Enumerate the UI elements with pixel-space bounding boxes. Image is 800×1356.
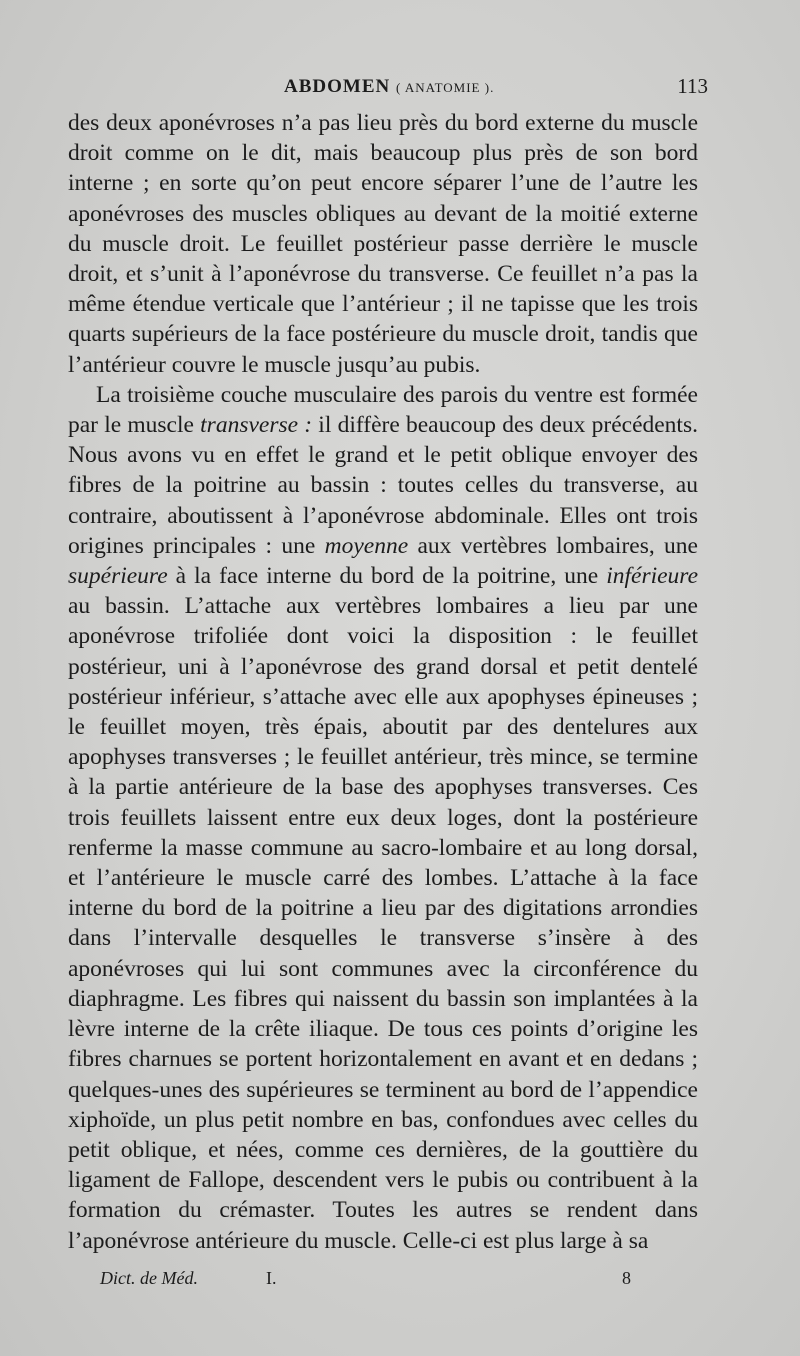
running-title-subtitle: ( ANATOMIE ). — [395, 80, 495, 95]
signature-volume: I. — [266, 1268, 277, 1288]
paragraph — [68, 108, 698, 380]
running-title — [284, 76, 494, 98]
text-run: La troisième couche musculaire des parois du ventre est formée par le muscle — [68, 381, 698, 439]
signature-number: 8 — [622, 1268, 631, 1288]
text-run: à la face interne du bord de la poitrine, une — [167, 563, 607, 590]
paragraph — [68, 380, 698, 1256]
text-run: aux vertèbres lombaires, une — [408, 532, 698, 559]
page-footer — [100, 1268, 660, 1292]
italic-term: moyenne — [324, 532, 409, 559]
page-number: 113 — [677, 74, 708, 98]
text-run: des deux aponévroses n’a pas lieu près du bord externe du muscle droit comme on le dit, mais beaucoup plus près de son bord interne ; en sorte qu’on peut encore séparer l’une de l’autre les aponévroses des muscles obliques au devant de la moitié externe du muscle droit. Le feuillet postérieur passe derrière le muscle droit, et s’unit à l’aponévrose du transverse. Ce feuillet n’a pas la même étendue verticale que l’antérieur ; il ne tapisse que les trois quarts supérieurs de la face postérieure du muscle droit, tandis que l’antérieur couvre le muscle jusqu’au pubis. — [68, 110, 698, 378]
text-run: au bassin. L’attache aux vertèbres lombaires a lieu par une aponévrose trifoliée dont voici la disposition : le feuillet postérieur, uni à l’aponévrose des grand dorsal et petit dentelé postérieur inférieur, s’attache avec elle aux apophyses épineuses ; le feuillet moyen, très épais, aboutit par des dentelures aux apophyses transverses ; le feuillet antérieur, très mince, se termine à la partie antérieure de la base des apophyses transverses. Ces trois feuillets laissent entre eux deux loges, dont la postérieure renferme la masse commune au sacro-lombaire et au long dorsal, et l’antérieure le muscle carré des lombes. L’attache à la face interne du bord de la poitrine a lieu par des digitations arrondies dans l’intervalle desquelles le transverse s’insère à des aponévroses qui lui sont communes avec la circonférence du diaphragme. Les fibres qui naissent du bassin son implantées à la lèvre interne de la crête iliaque. De tous ces points d’origine les fibres charnues se portent horizontalement en avant et en dedans ; quelques-unes des supérieures se terminent au bord de l’appendice xiphoïde, un plus petit nombre en bas, confondues avec celles du petit oblique, et nées, comme ces dernières, de la gouttière du ligament de Fallope, descendent vers le pubis ou contribuent à la formation du crémaster. Toutes les autres se rendent dans l’aponévrose antérieure du muscle. Celle-ci est plus large à sa — [68, 593, 698, 1254]
italic-term: transverse : — [200, 412, 313, 439]
running-title-main: ABDOMEN — [284, 76, 391, 97]
body-text — [68, 108, 698, 1256]
italic-term: inférieure — [606, 563, 698, 590]
text-run: il diffère beaucoup des deux précédents. Nous avons vu en effet le grand et le petit oblique envoyer des fibres de la poitrine au bassin : toutes celles du transverse, au contraire, aboutissent à l’aponévrose abdominale. Elles ont trois origines principales : une — [68, 412, 698, 559]
signature-title: Dict. de Méd. — [100, 1268, 198, 1288]
page-header — [68, 76, 708, 104]
italic-term: supérieure — [68, 563, 168, 590]
